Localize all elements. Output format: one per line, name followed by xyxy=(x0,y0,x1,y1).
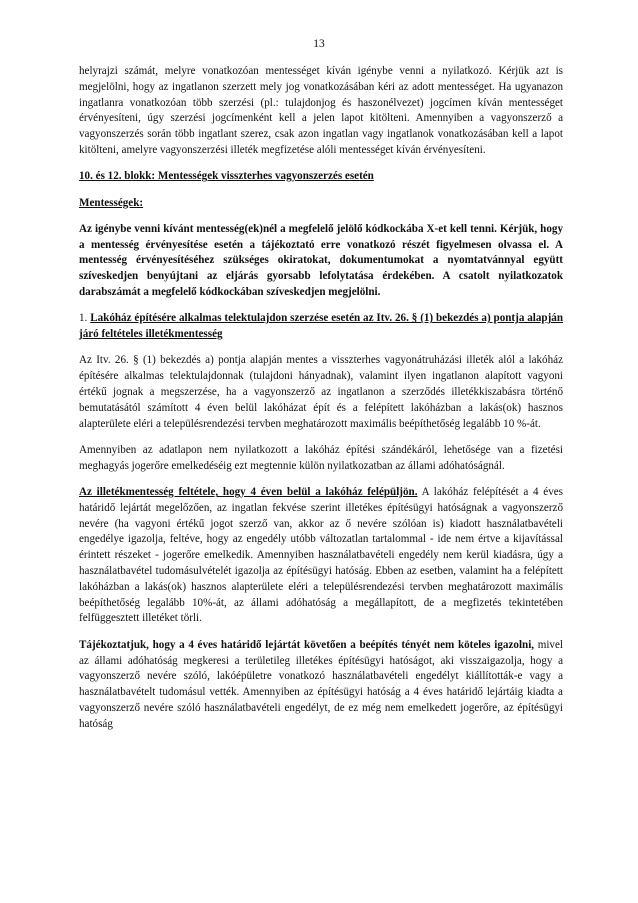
subsection-1-heading xyxy=(79,311,563,343)
paragraph-verification-info xyxy=(79,638,563,733)
condition-lead: Az illetékmentesség feltétele, hogy 4 éven belül a lakóház felépüljön. xyxy=(79,486,418,499)
page-content xyxy=(79,64,563,732)
subsection-number: 1. xyxy=(79,312,91,325)
verification-lead: Tájékoztatjuk, hogy a 4 éves határidő lejártát követően a beépítés tényét nem köteles igazolni, xyxy=(79,638,535,651)
condition-text: A lakóház felépítését a 4 éves határidő lejártát megelőzően, az ingatlan fekvése szerint illetékes építésügyi hatóságnak a vagyonszerző nevére (ha vagyoni értékű jogot szerző van, akkor az ő nevére szólóan is) kiadott használatbavételi engedélye igazolja, feltéve, hogy az engedély utóbb változatlan tartalommal - ide nem értve a kijavítással érintett részeket - jogerőre emelkedik. Amennyiben használatbavételi engedély nem kerül kiadásra, úgy a használatbavétel tudomásulvételét igazolja az építésügyi hatóság. Ebben az esetben, valamint ha a felépített lakóházban a lakás(ok) hasznos alapterülete eléri a településrendezési tervben meghatározott maximális beépíthetőség legalább 10%-át, az állami adóhatóság a megállapított, de a megfizetés tekintetében felfüggesztett illetéket törli. xyxy=(79,486,563,625)
page-number: 13 xyxy=(313,38,325,50)
paragraph-exemption-condition xyxy=(79,485,563,627)
paragraph-intro: helyrajzi számát, melyre vonatkozóan mentességet kíván igénybe venni a nyilatkozó. Kérjük azt is megjelölni, hogy az ingatlanon szerzett mely jog vonatkozásában kéri az adott mentességet. Ha ugyanazon ingatlanra vonatkozóan több szerzési (pl.: tulajdonjog és haszonélvezet) jogcímen kíván mentességet érvényesíteni, úgy szerzési jogcímenként kell a jelen lapot kitölteni. Amennyiben a vagyonszerző a vagyonszerzés során több ingatlant szerez, csak azon ingatlan vagy ingatlanok vonatkozásában kell a lapot kitölteni, amelyre vagyonszerzési illeték megfizetése alóli mentességet kíván érvényesíteni. xyxy=(79,65,563,156)
paragraph-exemption-instructions: Az igénybe venni kívánt mentesség(ek)nél a megfelelő jelölő kódkockába X-et kell tenni. Kérjük, hogy a mentesség érvényesítése esetén a tájékoztató erre vonatkozó részét figyelmesen olvassa el. A mentesség érvényesítéséhez szükséges okiratokat, dokumentumokat a nyomtatvánnyal együtt szíveskedjen benyújtani az eljárás gyorsabb lefolytatása érdekében. A csatolt nyilatkozatok darabszámát a megfelelő kódkockában szíveskedjen megjelölni. xyxy=(79,222,563,299)
paragraph-exemption-rule: Az Itv. 26. § (1) bekezdés a) pontja alapján mentes a visszterhes vagyonátruházási illeték alól a lakóház építésére alkalmas telektulajdonnak (tulajdoni hányadnak), valamint ilyen ingatlanon alapított vagyoni értékű jognak a megszerzése, ha a vagyonszerző az ingatlanon a szerződés illetékkiszabásra történő bemutatásától számított 4 éven belül lakóházat épít és a felépített lakóházban a lakás(ok) hasznos alapterülete eléri a településrendezési tervben meghatározott maximális beépíthetőség legalább 10 %-át. xyxy=(79,354,563,430)
verification-text: mivel az állami adóhatóság megkeresi a területileg illetékes építésügyi hatóságot, aki visszaigazolja, hogy a vagyonszerző nevére szóló, lakóépületre vonatkozó használatbavételi engedélyt kiállították-e vagy a használatbavételt tudomásul vették. Amennyiben az építésügyi hatóság a 4 éves határidő lejártáig kiadta a vagyonszerző nevére szóló használatbavételi engedélyt, de ez még nem emelkedett jogerőre, az építésügyi hatóság xyxy=(79,638,563,730)
subsection-title: Lakóház építésére alkalmas telektulajdon szerzése esetén az Itv. 26. § (1) bekezdés a) pontja alapján járó feltételes illetékmentesség xyxy=(79,312,564,341)
paragraph-declaration-note: Amennyiben az adatlapon nem nyilatkozott a lakóház építési szándékáról, lehetősége van a fizetési meghagyás jogerőre emelkedéséig ezt megtennie külön nyilatkozatban az állami adóhatóságnál. xyxy=(79,443,563,472)
section-heading-blocks: 10. és 12. blokk: Mentességek visszterhes vagyonszerzés esetén xyxy=(79,170,374,183)
section-heading-exemptions: Mentességek: xyxy=(79,196,144,209)
